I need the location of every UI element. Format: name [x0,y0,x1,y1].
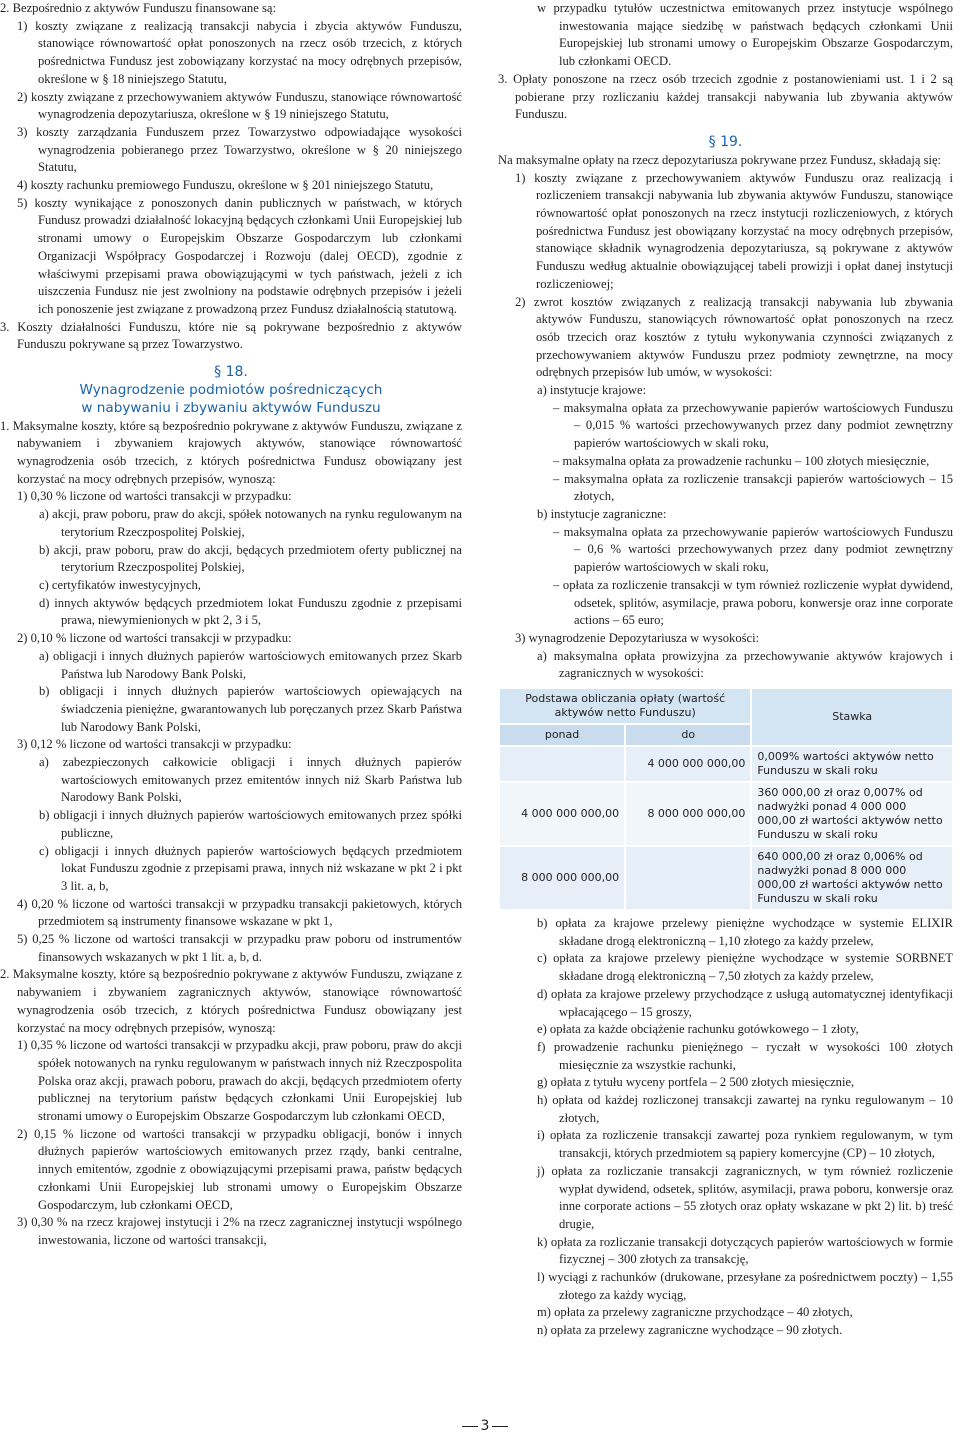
table-header-rate: Stawka [751,689,952,746]
table-row [500,846,952,909]
paragraph: i) opłata za rozliczenie transakcji zawartej poza rynkiem regulowanym, w tym transakcji, których przedmiotem są papiery komercyjne (CP) – 10 złotych, [537,1128,953,1161]
paragraph: – maksymalna opłata za prowadzenie rachunku – 100 złotych miesięcznie, [553,453,930,468]
paragraph: n) opłata za przelewy zagraniczne wychodzące – 90 złotych. [537,1323,843,1338]
right-column-bottom [498,915,953,1340]
paragraph: h) opłata od każdej rozliczonej transakcji zawartej na rynku regulowanym – 10 złotych, [537,1093,953,1125]
footer-dash [462,1426,478,1427]
paragraph: f) prowadzenie rachunku pieniężnego – ryczałt w wysokości 100 złotych miesięcznie za wszystkie rachunki, [537,1039,953,1072]
spacer [498,124,953,132]
paragraph: 4) 0,20 % liczone od wartości transakcji w przypadku transakcji pakietowych, których przedmiotem są instrumenty finansowe wskazane w pkt 1, [17,896,462,929]
paragraph: 5) koszty wynikające z ponoszonych danin publicznych w państwach, w których Fundusz prowadzi działalność lokacyjną będących członkami Unii Europejskiej lub stronami umowy o Europejskim Obszarze Gospodarczym lub członkami Organizacji Współpracy Gospodarczej i Rozwoju (dalej OECD), zgodnie z właściwymi przepisami prawa obowiązującymi w tych państwach, jeżeli z ich uiszczenia Fundusz nie jest zwolniony na podstawie odrębnych przepisów i jeżeli ich ponoszenie jest związane z prowadzoną przez Fundusz działalnością statutową. [17,195,462,316]
section-number: § 19. [708,133,743,150]
paragraph: w przypadku tytułów uczestnictwa emitowanych przez instytucje wspólnego inwestowania mające siedzibę w państwach będących członkami Unii Europejskiej lub stronami umowy o Europejskim Obszarze Gospodarczym, lub członkami OECD. [537,1,953,69]
table-header-to: do [625,724,751,746]
cell-from: 8 000 000 000,00 [500,846,625,909]
right-column-top [498,0,953,683]
paragraph: 2) zwrot kosztów związanych z realizacją transakcji nabywania lub zbywania aktywów Funduszu, stanowiących równowartość opłat ponoszonych na rzecz osób trzecich oraz kosztów z tytułu wykonywania czynności związanych z przechowywaniem aktywów Funduszu przez podmioty zewnętrzne, na mocy odrębnych przepisów lub umów, w wysokości: [515,294,953,380]
cell-rate: 360 000,00 zł oraz 0,007% od nadwyżki ponad 4 000 000 000,00 zł wartości aktywów netto Funduszu w skali roku [751,782,952,846]
paragraph: 1) koszty związane z realizacją transakcji nabycia i zbycia aktywów Funduszu, stanowiące równowartość opłat ponoszonych na rzecz osób trzecich, z których pośrednictwa Fundusz jest zobowiązany korzystać na mocy odrębnych przepisów, określone w § 18 niniejszego Statutu, [17,18,462,86]
paragraph: 3) 0,12 % liczone od wartości transakcji w przypadku: [17,737,292,752]
paragraph: a) obligacji i innych dłużnych papierów wartościowych emitowanych przez Skarb Państwa lub Narodowy Bank Polski, [39,648,462,681]
paragraph: 2. Bezpośrednio z aktywów Funduszu finansowane są: [0,1,276,15]
table-row [500,782,952,846]
paragraph: c) obligacji i innych dłużnych papierów wartościowych będących przedmiotem lokat Funduszu zgodnie z przepisami prawa, innych niż wskazane w pkt 2 i pkt 3 lit. a, b, [39,843,462,893]
spacer [0,354,462,362]
paragraph: a) instytucje krajowe: [537,383,647,398]
paragraph: m) opłata za przelewy zagraniczne przychodzące – 40 złotych, [537,1305,853,1320]
page-number [455,1418,515,1434]
paragraph: – opłata za rozliczenie transakcji w tym również rozliczenie wypłat dywidend, odsetek, splitów, asymilacje, prawa poboru, konwersje oraz inne corporate actions – 65 euro; [553,577,953,628]
paragraph: b) akcji, praw poboru, praw do akcji, będących przedmiotem oferty publicznej na terytorium Rzeczpospolitej Polskiej, [39,542,462,575]
paragraph: 1) 0,35 % liczone od wartości transakcji w przypadku akcji, praw poboru, praw do akcji spółek notowanych na rynku regulowanym w państwach innych niż Rzeczpospolita Polska oraz akcji, prawach poboru, prawach do akcji, będących przedmiotem oferty publicznej na terytorium państw będących członkami Unii Europejskiej lub stronami umowy o Europejskim Obszarze Gospodarczym lub członkami OECD, [17,1038,462,1124]
cell-to: 4 000 000 000,00 [625,746,751,782]
page-number-text: 3 [480,1418,490,1434]
cell-from [500,746,625,782]
cell-rate: 640 000,00 zł oraz 0,006% od nadwyżki ponad 8 000 000 000,00 zł wartości aktywów netto Funduszu w skali roku [751,846,952,909]
paragraph: j) opłata za rozliczanie transakcji zagranicznych, w tym również rozliczenie wypłat dywidend, odsetek, splitów, asymilacji, prawa poboru, konwersje oraz inne corporate actions – 55 złotych oraz opłaty wskazane w pkt 2) lit. b) treść drugie, [537,1163,953,1231]
section-title: w nabywaniu i zbywaniu aktywów Funduszu [81,399,381,416]
table-row [500,746,952,782]
paragraph: 1) 0,30 % liczone od wartości transakcji w przypadku: [17,489,292,504]
paragraph: g) opłata z tytułu wyceny portfela – 2 500 złotych miesięcznie, [537,1075,855,1090]
paragraph: 2) 0,15 % liczone od wartości transakcji w przypadku obligacji, bonów i innych dłużnych papierów wartościowych emitowanych przez rządy, banki centralne, innych emitentów, zgodnie z obowiązującymi przepisami prawa, państw będących członkami Unii Europejskiej lub stronami umowy o Europejskim Obszarze Gospodarczym, lub członkami OECD, [17,1126,462,1212]
right-column [498,0,953,1340]
cell-to: 8 000 000 000,00 [625,782,751,846]
depositary-fee-table [500,689,952,909]
paragraph: 3) koszty zarządzania Funduszem przez Towarzystwo odpowiadające wysokości wynagrodzenia pobieranego przez Towarzystwo, określone w § 20 niniejszego Statutu, [17,124,462,175]
paragraph: – maksymalna opłata za przechowywanie papierów wartościowych Funduszu – 0,6 % wartości przechowywanych przez dany podmiot zewnętrzny papierów wartościowych w skali roku, [553,524,953,575]
paragraph: c) certyfikatów inwestycyjnych, [39,577,201,592]
paragraph: 4) koszty rachunku premiowego Funduszu, określone w § 201 niniejszego Statutu, [17,178,434,193]
paragraph: 1) koszty związane z przechowywaniem aktywów Funduszu oraz realizacją i rozliczeniem transakcji nabywania lub zbywania aktywów Funduszu, stanowiące równowartość opłat ponoszonych na rzecz instytucji rozliczeniowych, z których pośrednictwa Fundusz jest obowiązany korzystać na mocy odrębnych przepisów, stanowiące składnik wynagrodzenia depozytariusza, są pokrywane z aktywów Funduszu według aktualnie obowiązującej tabeli prowizji i opłat danej instytucji rozliczeniowej; [515,170,953,291]
paragraph: d) innych aktywów będących przedmiotem lokat Funduszu zgodnie z przepisami prawa, niewymienionych w pkt 2, 3 i 5, [39,595,462,628]
paragraph: 3. Opłaty ponoszone na rzecz osób trzecich zgodnie z postanowieniami ust. 1 i 2 są pobierane przy rozliczaniu każdej transakcji nabywania lub zbywania aktywów Funduszu. [498,71,953,122]
paragraph: b) obligacji i innych dłużnych papierów wartościowych emitowanych przez spółki publiczne, [39,808,462,840]
paragraph: k) opłata za rozliczanie transakcji dotyczących papierów wartościowych w formie fizycznej – 300 złotych za transakcję, [537,1234,953,1267]
left-column [0,0,462,1250]
paragraph: d) opłata za krajowe przelewy przychodzące z usługą automatycznej identyfikacji wpłacającego – 15 groszy, [537,986,953,1019]
table-header-from: ponad [500,724,625,746]
paragraph: Na maksymalne opłaty na rzecz depozytariusza pokrywane przez Fundusz, składają się: [498,152,942,167]
paragraph: 1. Maksymalne koszty, które są bezpośrednio pokrywane z aktywów Funduszu, związane z nabywaniem i zbywaniem krajowych aktywów, stanowiące równowartość wynagrodzenia osób trzecich, z których pośrednictwa Fundusz obowiązany jest korzystać na mocy odrębnych przepisów, wynoszą: [0,418,462,486]
cell-from: 4 000 000 000,00 [500,782,625,846]
paragraph: 3) wynagrodzenie Depozytariusza w wysokości: [515,630,760,645]
paragraph: a) zabezpieczonych całkowicie obligacji i innych dłużnych papierów wartościowych emitowanych przez emitentów innych niż Skarb Państwa lub Narodowy Bank Polski, [39,755,462,805]
paragraph: 2) 0,10 % liczone od wartości transakcji w przypadku: [17,631,292,646]
paragraph: c) opłata za krajowe przelewy pieniężne wychodzące w systemie SORBNET składane drogą elektroniczną – 7,50 złotych za każdy przelew, [537,951,953,984]
paragraph: 3) 0,30 % na rzecz krajowej instytucji i 2% na rzecz zagranicznej instytucji wspólnego inwestowania, liczone od wartości transakcji, [17,1215,462,1247]
paragraph: b) obligacji i innych dłużnych papierów wartościowych opiewających na świadczenia pieniężne, gwarantowanych lub poręczanych przez Skarb Państwa lub Narodowy Bank Polski, [39,684,462,734]
cell-rate: 0,009% wartości aktywów netto Funduszu w skali roku [751,746,952,782]
cell-to [625,846,751,909]
section-number: § 18. [214,364,248,381]
paragraph: b) instytucje zagraniczne: [537,506,667,521]
paragraph: 5) 0,25 % liczone od wartości transakcji w przypadku praw poboru od instrumentów finansowych wskazanych w pkt 1 lit. a, b, d. [17,932,462,964]
paragraph: a) akcji, praw poboru, praw do akcji, spółek notowanych na rynku regulowanym na terytorium Rzeczpospolitej Polskiej, [39,507,462,539]
section-title: Wynagrodzenie podmiotów pośredniczących [79,382,383,399]
paragraph: b) opłata za krajowe przelewy pieniężne wychodzące w systemie ELIXIR składane drogą elektroniczną – 1,10 złotego za każdy przelew, [537,916,953,948]
paragraph: 2. Maksymalne koszty, które są bezpośrednio pokrywane z aktywów Funduszu, związane z nabywaniem i zbywaniem zagranicznych aktywów, stanowiące równowartość wynagrodzenia osób trzecich, z których pośrednictwa Fundusz obowiązany jest korzystać na mocy odrębnych przepisów, wynoszą: [0,967,462,1035]
footer-dash [492,1426,508,1427]
paragraph: l) wyciągi z rachunków (drukowane, przesyłane za pośrednictwem poczty) – 1,55 złotego za każdy wyciąg, [537,1270,953,1302]
paragraph: a) maksymalna opłata prowizyjna za przechowywanie aktywów krajowych i zagranicznych w wysokości: [537,648,953,681]
paragraph: e) opłata za każde obciążenie rachunku gotówkowego – 1 złoty, [537,1022,859,1037]
paragraph: – maksymalna opłata za rozliczenie transakcji papierów wartościowych – 15 złotych, [553,471,953,504]
paragraph: 2) koszty związane z przechowywaniem aktywów Funduszu, stanowiące równowartość wynagrodzenia depozytariusza, określone w § 19 niniejszego Statutu, [17,89,462,122]
paragraph: 3. Koszty działalności Funduszu, które nie są pokrywane bezpośrednio z aktywów Funduszu pokrywane są przez Towarzystwo. [0,319,462,352]
paragraph: – maksymalna opłata za przechowywanie papierów wartościowych Funduszu – 0,015 % wartości przechowywanych przez dany podmiot zewnętrzny papierów wartościowych w skali roku, [553,400,953,451]
table-header-base: Podstawa obliczania opłaty (wartość aktywów netto Funduszu) [500,689,751,724]
